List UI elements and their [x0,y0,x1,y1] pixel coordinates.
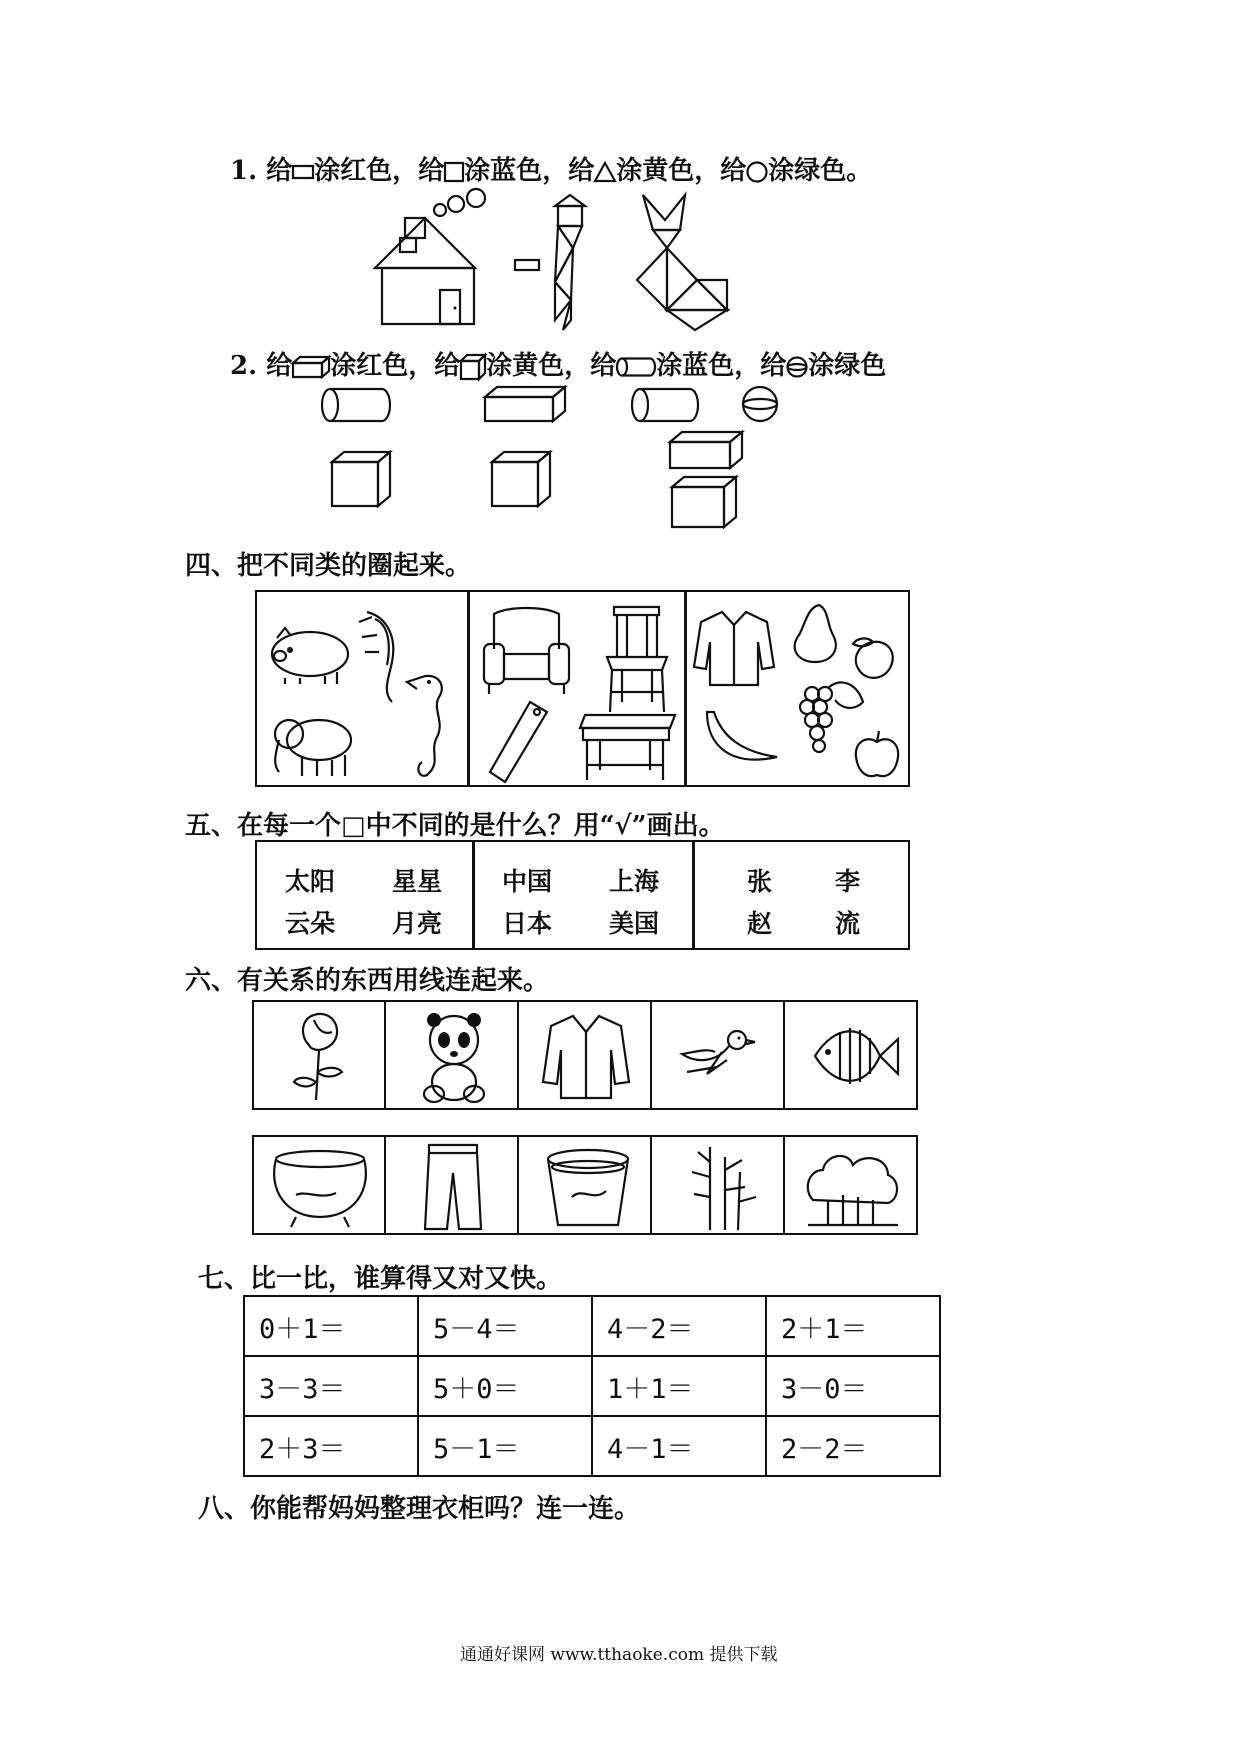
bamboo-icon [680,1142,765,1232]
bird-icon [677,1022,767,1092]
math-cell[interactable]: 3－0＝ [766,1356,940,1416]
ruler-icon[interactable] [485,700,555,785]
pear-icon[interactable] [787,600,842,665]
math-cell[interactable]: 4－2＝ [592,1296,766,1356]
match-cell-panda[interactable] [384,1000,519,1110]
question-2: 2. 给 涂红色，给 涂黄色，给 涂蓝色，给 涂绿色 [230,351,887,381]
house-figure [370,190,510,330]
math-cell[interactable]: 0＋1＝ [244,1296,418,1356]
square-icon [444,162,464,182]
match-cell-jacket[interactable] [517,1000,652,1110]
match-cell-fishbowl[interactable] [252,1135,386,1235]
match-cell-fish[interactable] [783,1000,918,1110]
circle-icon [746,161,768,183]
math-cell[interactable]: 2－2＝ [766,1416,940,1476]
word-item[interactable]: 张 [747,867,773,896]
cylinder-shape [632,389,698,421]
word-item[interactable]: 上海 [609,867,660,896]
table-icon[interactable] [575,710,680,782]
rectangle-icon [292,165,314,179]
cube-shape [672,477,736,527]
cube-icon [460,354,486,380]
question-2-number: 2. [230,351,258,381]
apple-icon[interactable] [852,727,902,782]
math-cell[interactable]: 3－3＝ [244,1356,418,1416]
word-item[interactable]: 赵 [747,909,773,938]
match-cell-bird[interactable] [650,1000,785,1110]
banana-icon[interactable] [702,707,782,772]
tangram-cat-figure [635,190,735,340]
cube-shape [492,452,550,506]
cylinder-shape [322,389,390,421]
match-cell-pot[interactable] [517,1135,652,1235]
sofa-icon[interactable] [479,604,574,699]
word-item[interactable]: 月亮 [392,909,443,938]
word-item[interactable]: 日本 [502,909,553,938]
table-row [244,1416,940,1476]
word-item[interactable]: 太阳 [285,867,336,896]
cuboid-shape [670,432,742,468]
solid-shapes-figure [320,385,780,525]
cuboid-shape [485,387,565,421]
match-cell-bamboo[interactable] [650,1135,785,1235]
cylinder-icon [616,357,656,377]
classification-panel [255,590,910,787]
fishbowl-icon [266,1145,374,1230]
match-cell-rose[interactable] [252,1000,386,1110]
sphere-shape [743,387,777,421]
cube-shape [332,452,390,506]
word-item[interactable]: 星星 [392,867,443,896]
section-6-title: 六、有关系的东西用线连起来。 [185,966,550,996]
math-cell[interactable]: 5－1＝ [418,1416,592,1476]
question-1-number: 1. [230,156,258,186]
pot-icon [544,1147,632,1229]
table-row [244,1296,940,1356]
math-cell[interactable]: 4－1＝ [592,1416,766,1476]
triangle-icon [594,162,616,182]
elephant-icon[interactable] [267,710,357,780]
question-1: 1. 给 涂红色，给 涂蓝色，给 涂黄色，给 涂绿色。 [230,156,873,186]
trousers-icon [421,1143,486,1233]
fish-icon [810,1014,900,1099]
word-item[interactable]: 流 [835,909,861,938]
match-cell-trousers[interactable] [384,1135,519,1235]
section-5-title: 五、在每一个□中不同的是什么？用“√”画出。 [185,811,725,841]
section-4-title: 四、把不同类的圈起来。 [185,551,472,581]
math-cell[interactable]: 5－4＝ [418,1296,592,1356]
seahorse-icon[interactable] [397,667,457,782]
table-row [244,1356,940,1416]
word-item[interactable]: 中国 [502,867,553,896]
math-cell[interactable]: 1＋1＝ [592,1356,766,1416]
math-cell[interactable]: 2＋3＝ [244,1416,418,1476]
section-8-title: 八、你能帮妈妈整理衣柜吗？连一连。 [198,1494,641,1524]
tangram-person-figure [515,190,605,340]
odd-word-panel [255,840,910,950]
rose-icon [284,1010,354,1105]
match-cell-trees[interactable] [783,1135,918,1235]
math-cell[interactable]: 2＋1＝ [766,1296,940,1356]
jacket-icon [541,1012,631,1104]
arithmetic-table [243,1295,941,1477]
panda-icon [414,1010,494,1105]
word-item[interactable]: 李 [835,867,861,896]
trees-icon [803,1145,903,1230]
chair-icon[interactable] [602,602,672,717]
word-item[interactable]: 云朵 [285,909,336,938]
cuboid-icon [292,356,330,378]
word-item[interactable]: 美国 [609,909,660,938]
sphere-icon [786,356,808,378]
jacket-icon[interactable] [692,607,777,692]
footer-text: 通通好课网 www.tthaoke.com 提供下载 [460,1645,778,1665]
math-cell[interactable]: 5＋0＝ [418,1356,592,1416]
section-7-title: 七、比一比，谁算得又对又快。 [198,1264,563,1294]
pig-icon[interactable] [265,620,355,685]
